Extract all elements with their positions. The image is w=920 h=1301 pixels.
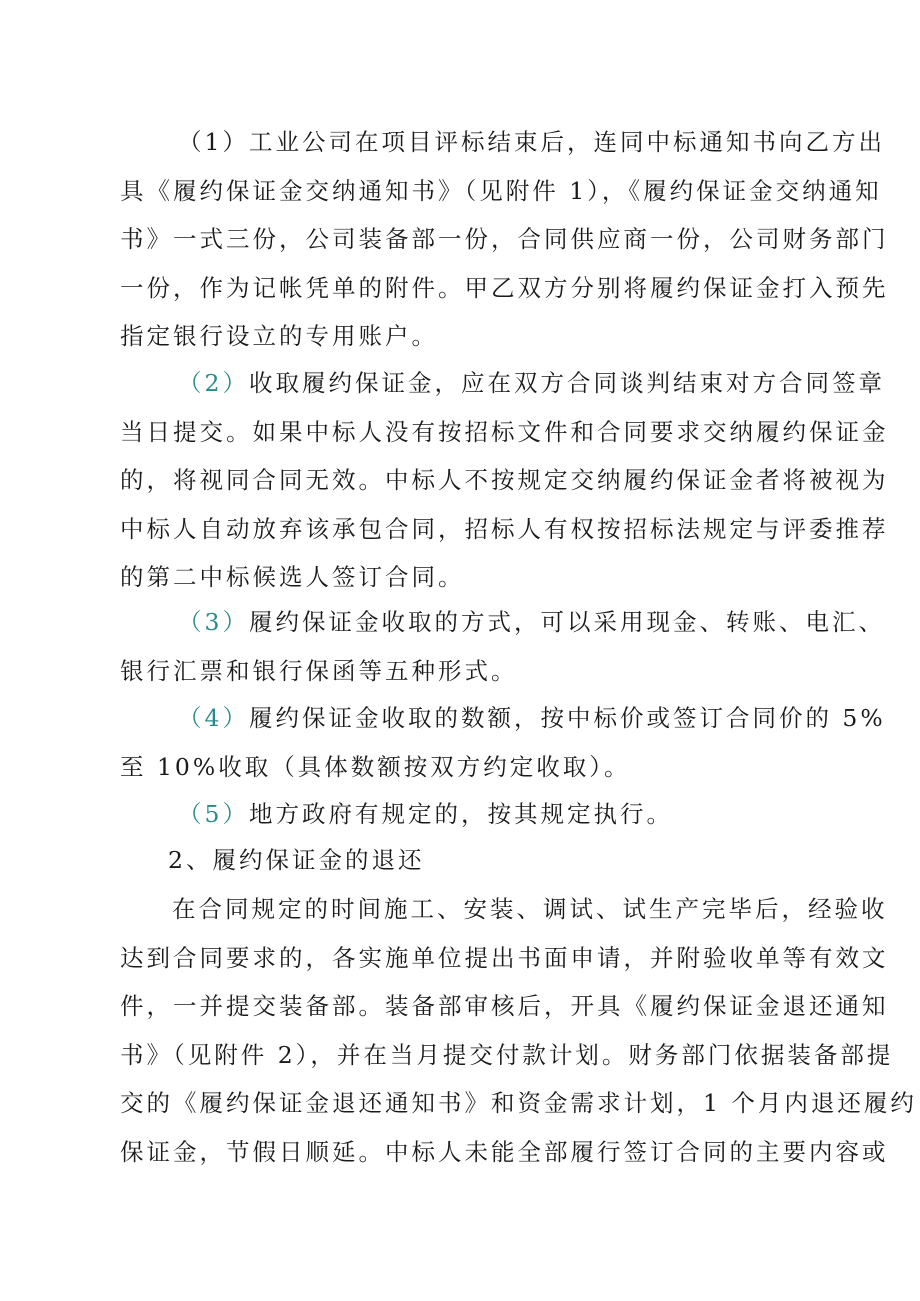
paragraph-line: 件，一并提交装备部。装备部审核后，开具《履约保证金退还通知 (120, 992, 889, 1020)
paragraph-line: （3）履约保证金收取的方式，可以采用现金、转账、电汇、 (178, 608, 885, 636)
item-number: （5） (178, 800, 249, 828)
paragraph-item-3 (120, 598, 885, 695)
paragraph-item-5 (120, 790, 810, 839)
paragraph-line: 达到合同要求的，各实施单位提出书面申请，并附验收单等有效文 (120, 943, 889, 972)
paragraph-line: 具《履约保证金交纳通知书》（见附件 1），《履约保证金交纳通知 (120, 176, 882, 205)
paragraph-line: 书》（见附件 2），并在当月提交付款计划。财务部门依据装备部提 (120, 1040, 894, 1069)
item-number: （3） (178, 608, 249, 636)
paragraph-item-1 (120, 118, 889, 361)
paragraph-line: 当日提交。如果中标人没有按招标文件和合同要求交纳履约保证金 (120, 417, 889, 446)
paragraph-line: （4）履约保证金收取的数额，按中标价或签订合同价的 5% (178, 704, 886, 732)
item-number: （4） (178, 704, 249, 732)
paragraph-line: 指定银行设立的专用账户。 (120, 322, 438, 350)
paragraph-line: （2）收取履约保证金，应在双方合同谈判结束对方合同签章 (178, 369, 885, 397)
paragraph-line: （1）工业公司在项目评标结束后，连同中标通知书向乙方出 (178, 128, 885, 156)
section-heading (120, 836, 810, 885)
section-heading-text: 2、履约保证金的退还 (168, 846, 425, 874)
paragraph-item-2 (120, 359, 889, 602)
paragraph-line: 交的《履约保证金退还通知书》和资金需求计划，1 个月内退还履约 (120, 1089, 917, 1117)
item-number: （1） (178, 128, 249, 156)
section-paragraph (120, 885, 917, 1176)
paragraph-line: 的第二中标候选人签订合同。 (120, 563, 465, 591)
paragraph-item-4 (120, 694, 886, 791)
paragraph-line: 中标人自动放弃该承包合同，招标人有权按招标法规定与评委推荐 (120, 514, 889, 543)
paragraph-line: 至 10%收取（具体数额按双方约定收取）。 (120, 752, 631, 781)
paragraph-line: 银行汇票和银行保函等五种形式。 (120, 656, 518, 685)
item-number: （2） (178, 369, 249, 397)
paragraph-line: （5）地方政府有规定的，按其规定执行。 (178, 800, 673, 828)
paragraph-line: 一份，作为记帐凭单的附件。甲乙双方分别将履约保证金打入预先 (120, 273, 889, 302)
paragraph-line: 的，将视同合同无效。中标人不按规定交纳履约保证金者将被视为 (120, 466, 889, 494)
paragraph-line: 在合同规定的时间施工、安装、调试、试生产完毕后，经验收 (172, 895, 888, 923)
paragraph-line: 保证金，节假日顺延。中标人未能全部履行签订合同的主要内容或 (120, 1137, 889, 1166)
paragraph-line: 书》一式三份，公司装备部一份，合同供应商一份，公司财务部门 (120, 225, 889, 253)
